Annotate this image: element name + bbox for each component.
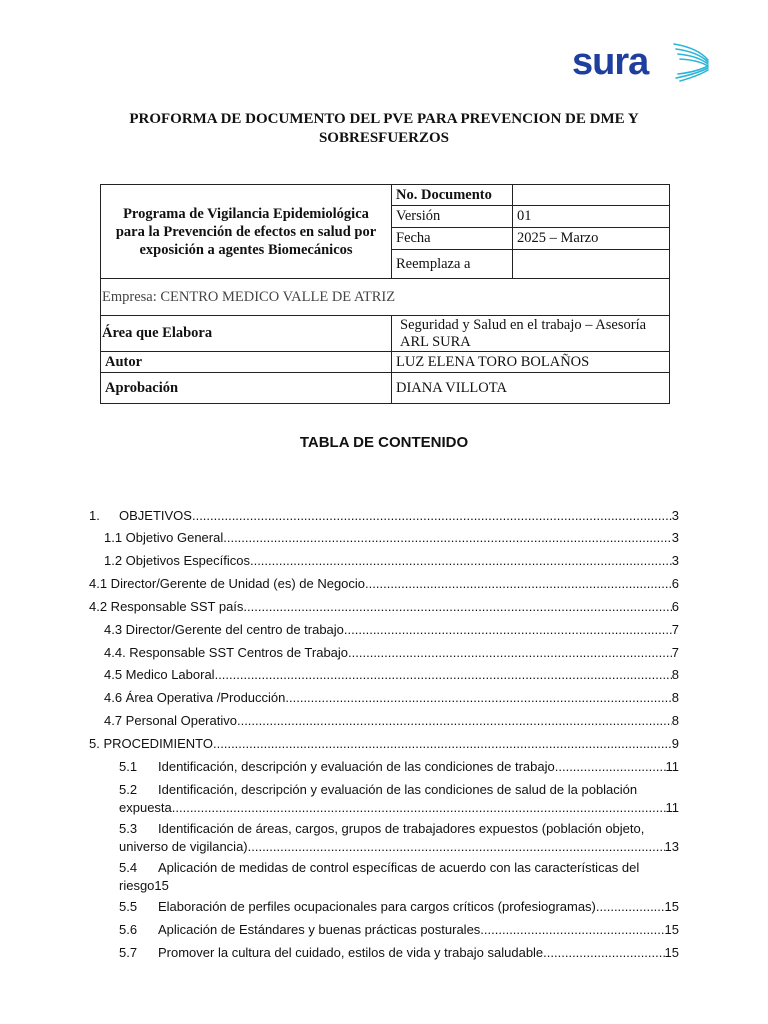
toc-entry-label: Identificación, descripción y evaluación de las condiciones de salud de la población — [158, 782, 638, 797]
program-name-cell: Programa de Vigilancia Epidemiológica para la Prevención de efectos en salud por exposición a agentes Biomecánicos — [101, 185, 392, 279]
toc-entry-page: 11 — [665, 759, 679, 774]
fecha-label: Fecha — [392, 228, 513, 250]
sura-logo — [572, 38, 712, 86]
area-label: Área que Elabora — [101, 316, 392, 352]
toc-entry-label: Promover la cultura del cuidado, estilos de vida y trabajo saludable — [158, 945, 544, 960]
toc-entry-page: 8 — [671, 667, 679, 682]
toc-entry-page: 15 — [664, 899, 679, 914]
toc-entry-page: 6 — [671, 576, 679, 591]
toc-entry-page: 7 — [671, 645, 679, 660]
toc-entry-number: 5.2 — [119, 782, 138, 797]
toc-entry-5-3[interactable] — [119, 820, 679, 856]
toc-entry-director-gerente-unidad[interactable] — [89, 576, 679, 591]
aprobacion-label: Aprobación — [101, 373, 392, 404]
toc-entry-page: 15 — [664, 945, 679, 960]
toc-entry-label: OBJETIVOS — [119, 508, 192, 523]
toc-entry-label-cont: universo de vigilancia) — [119, 839, 248, 854]
toc-entry-page: 15 — [154, 878, 169, 893]
toc-entry-label: Aplicación de Estándares y buenas prácticas posturales — [158, 922, 481, 937]
title-line-1: PROFORMA DE DOCUMENTO DEL PVE PARA PREVENCION DE DME Y — [129, 111, 639, 127]
toc-entry-page: 15 — [664, 922, 679, 937]
toc-entry-area-operativa[interactable] — [104, 690, 679, 705]
toc-entry-page: 6 — [671, 599, 679, 614]
toc-entry-number: 5.7 — [119, 945, 138, 960]
toc-entry-number: 5.5 — [119, 899, 138, 914]
toc-entry-label: 4.2 Responsable SST país — [89, 599, 244, 614]
logo-wordmark: sura — [572, 41, 649, 83]
toc-entry-page: 11 — [665, 800, 679, 815]
toc-entry-5-5[interactable] — [119, 899, 679, 914]
toc-entry-objetivos[interactable] — [89, 508, 679, 523]
toc-entry-page: 3 — [671, 530, 679, 545]
toc-title: TABLA DE CONTENIDO — [299, 434, 469, 451]
toc-entry-label: 4.4. Responsable SST Centros de Trabajo — [104, 645, 349, 660]
toc-entry-personal-operativo[interactable] — [104, 713, 679, 728]
autor-label: Autor — [101, 352, 392, 373]
version-value: 01 — [513, 206, 670, 228]
toc-entry-number: 1. — [89, 508, 100, 523]
toc-entry-5-4[interactable] — [119, 859, 679, 895]
reemplaza-label: Reemplaza a — [392, 250, 513, 279]
no-documento-value — [513, 185, 670, 206]
title-line-2: SOBRESFUERZOS — [318, 130, 450, 146]
toc-entry-label: 4.3 Director/Gerente del centro de trabajo — [104, 622, 344, 637]
document-title — [100, 110, 668, 148]
logo-swoosh-icon — [668, 40, 712, 84]
toc-entry-5-2[interactable] — [119, 781, 679, 817]
toc-entry-page: 7 — [671, 622, 679, 637]
toc-entry-objetivo-general[interactable] — [104, 530, 679, 545]
toc-entry-number: 5.6 — [119, 922, 138, 937]
toc-entry-label: 5. PROCEDIMIENTO — [89, 736, 214, 751]
toc-entry-page: 3 — [671, 553, 679, 568]
toc-entry-number: 5.1 — [119, 759, 138, 774]
toc-entry-label: 4.6 Área Operativa /Producción — [104, 690, 286, 705]
toc-entry-page: 8 — [671, 690, 679, 705]
toc-entry-medico-laboral[interactable] — [104, 667, 679, 682]
toc-entry-5-1[interactable] — [119, 759, 679, 774]
aprobacion-value: DIANA VILLOTA — [392, 373, 670, 404]
toc-entry-label: 1.2 Objetivos Específicos — [104, 553, 250, 568]
toc-entry-number: 5.4 — [119, 860, 138, 875]
toc-entry-responsable-sst-centros[interactable] — [104, 645, 679, 660]
document-header-table — [100, 184, 670, 404]
no-documento-label: No. Documento — [392, 185, 513, 206]
toc-entry-page: 9 — [671, 736, 679, 751]
toc-entry-5-7[interactable] — [119, 945, 679, 960]
area-value: Seguridad y Salud en el trabajo – Asesoría ARL SURA — [392, 316, 670, 352]
toc-entry-procedimiento[interactable] — [89, 736, 679, 751]
autor-value: LUZ ELENA TORO BOLAÑOS — [392, 352, 670, 373]
toc-entry-label-cont: riesgo — [119, 878, 155, 893]
toc-entry-label: 4.7 Personal Operativo — [104, 713, 237, 728]
version-label: Versión — [392, 206, 513, 228]
toc-entry-number: 5.3 — [119, 821, 138, 836]
toc-entry-responsable-sst-pais[interactable] — [89, 599, 679, 614]
toc-entry-5-6[interactable] — [119, 922, 679, 937]
toc-entry-label: 1.1 Objetivo General — [104, 530, 224, 545]
toc-entry-objetivos-especificos[interactable] — [104, 553, 679, 568]
toc-entry-label: Identificación, descripción y evaluación de las condiciones de trabajo — [158, 759, 555, 774]
toc-entry-page: 13 — [664, 839, 679, 854]
toc-entry-label: Aplicación de medidas de control específicas de acuerdo con las características del — [158, 860, 640, 875]
toc-entry-director-centro-trabajo[interactable] — [104, 622, 679, 637]
toc-entry-page: 8 — [671, 713, 679, 728]
toc-entry-label: Identificación de áreas, cargos, grupos de trabajadores expuestos (población objeto, — [158, 821, 645, 836]
toc-entry-page: 3 — [671, 508, 679, 523]
toc-entry-label-cont: expuesta — [119, 800, 172, 815]
toc-entry-label: Elaboración de perfiles ocupacionales para cargos críticos (profesiogramas) — [158, 899, 596, 914]
toc-entry-label: 4.5 Medico Laboral — [104, 667, 215, 682]
empresa-cell: Empresa: CENTRO MEDICO VALLE DE ATRIZ — [101, 279, 670, 316]
reemplaza-value — [513, 250, 670, 279]
fecha-value: 2025 – Marzo — [513, 228, 670, 250]
toc-entry-label: 4.1 Director/Gerente de Unidad (es) de Negocio — [89, 576, 366, 591]
